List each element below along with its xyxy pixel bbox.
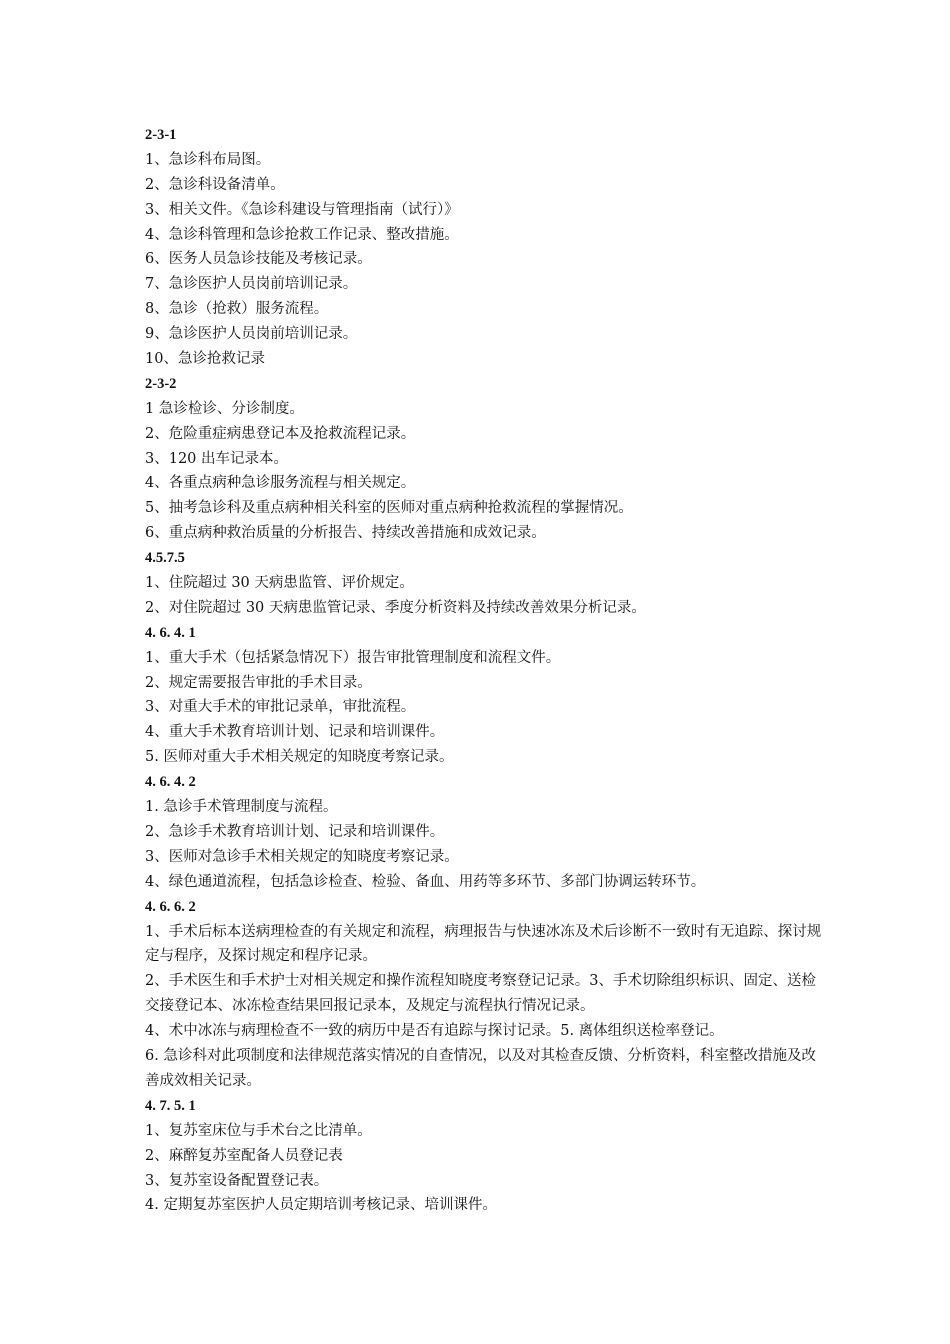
list-item: 7、急诊医护人员岗前培训记录。 — [145, 276, 358, 293]
section-heading: 2-3-1 — [145, 127, 177, 143]
list-item: 5. 医师对重大手术相关规定的知晓度考察记录。 — [145, 749, 454, 766]
list-item: 3、医师对急诊手术相关规定的知晓度考察记录。 — [145, 848, 459, 865]
list-item: 4、急诊科管理和急诊抢救工作记录、整改措施。 — [145, 226, 459, 243]
list-item: 2、规定需要报告审批的手术目录。 — [145, 674, 372, 691]
list-item: 1、手术后标本送病理检查的有关规定和流程，病理报告与快速冰冻及术后诊断不一致时有无追踪、探讨规定与程序，及探讨规定和程序记录。 — [145, 923, 822, 965]
section-heading: 4. 6. 6. 2 — [145, 898, 196, 915]
list-item: 10、急诊抢救记录 — [145, 351, 265, 368]
list-item: 4、重大手术教育培训计划、记录和培训课件。 — [145, 724, 445, 741]
section-4-6-4-1 — [145, 621, 825, 770]
list-item: 1、住院超过 30 天病患监管、评价规定。 — [145, 575, 414, 592]
document-body — [145, 123, 825, 1218]
section-4-6-6-2 — [145, 895, 825, 1094]
section-heading: 4. 7. 5. 1 — [145, 1097, 196, 1114]
list-item: 2、急诊科设备清单。 — [145, 176, 285, 193]
list-item: 1、急诊科布局图。 — [145, 151, 271, 168]
list-item: 2、急诊手术教育培训计划、记录和培训课件。 — [145, 823, 445, 840]
list-item: 3、对重大手术的审批记录单，审批流程。 — [145, 699, 416, 716]
list-item: 6、医务人员急诊技能及考核记录。 — [145, 251, 372, 268]
list-item: 2、麻醉复苏室配备人员登记表 — [145, 1147, 343, 1164]
list-item: 3、复苏室设备配置登记表。 — [145, 1172, 329, 1189]
section-heading: 4. 6. 4. 2 — [145, 774, 196, 791]
section-2-3-1 — [145, 123, 825, 372]
section-4-7-5-1 — [145, 1094, 825, 1218]
list-item: 4. 定期复苏室医护人员定期培训考核记录、培训课件。 — [145, 1197, 497, 1214]
section-heading: 2-3-2 — [145, 375, 177, 392]
list-item: 6. 急诊科对此项制度和法律规范落实情况的自查情况，以及对其检查反馈、分析资料，科室整改措施及改善成效相关记录。 — [145, 1048, 816, 1089]
list-item: 9、急诊医护人员岗前培训记录。 — [145, 326, 358, 343]
list-item: 3、相关文件。《急诊科建设与管理指南（试行）》 — [145, 201, 459, 218]
list-item: 6、重点病种救治质量的分析报告、持续改善措施和成效记录。 — [145, 525, 546, 542]
list-item: 2、对住院超过 30 天病患监管记录、季度分析资料及持续改善效果分析记录。 — [145, 599, 646, 616]
section-heading: 4. 6. 4. 1 — [145, 624, 196, 641]
list-item: 4、术中冰冻与病理检查不一致的病历中是否有追踪与探讨记录。5. 离体组织送检率登记。 — [145, 1023, 724, 1040]
list-item: 2、危险重症病患登记本及抢救流程记录。 — [145, 425, 416, 442]
list-item: 8、急诊（抢救）服务流程。 — [145, 301, 329, 318]
section-heading: 4.5.7.5 — [145, 550, 185, 567]
list-item: 3、120 出车记录本。 — [145, 450, 289, 467]
list-item: 1、复苏室床位与手术台之比清单。 — [145, 1122, 372, 1139]
list-item: 5、抽考急诊科及重点病种相关科室的医师对重点病种抢救流程的掌握情况。 — [145, 500, 633, 517]
list-item: 2、手术医生和手术护士对相关规定和操作流程知晓度考察登记记录。3、手术切除组织标识、固定、送检交接登记本、冰冻检查结果回报记录本，及规定与流程执行情况记录。 — [145, 973, 816, 1015]
section-2-3-2 — [145, 372, 825, 546]
section-4-6-4-2 — [145, 770, 825, 894]
list-item: 1 急诊检诊、分诊制度。 — [145, 400, 304, 417]
list-item: 1、重大手术（包括紧急情况下）报告审批管理制度和流程文件。 — [145, 649, 561, 666]
list-item: 1. 急诊手术管理制度与流程。 — [145, 799, 338, 816]
section-4-5-7-5 — [145, 546, 825, 621]
list-item: 4、绿色通道流程，包括急诊检查、检验、备血、用药等多环节、多部门协调运转环节。 — [145, 873, 706, 890]
list-item: 4、各重点病种急诊服务流程与相关规定。 — [145, 475, 416, 492]
